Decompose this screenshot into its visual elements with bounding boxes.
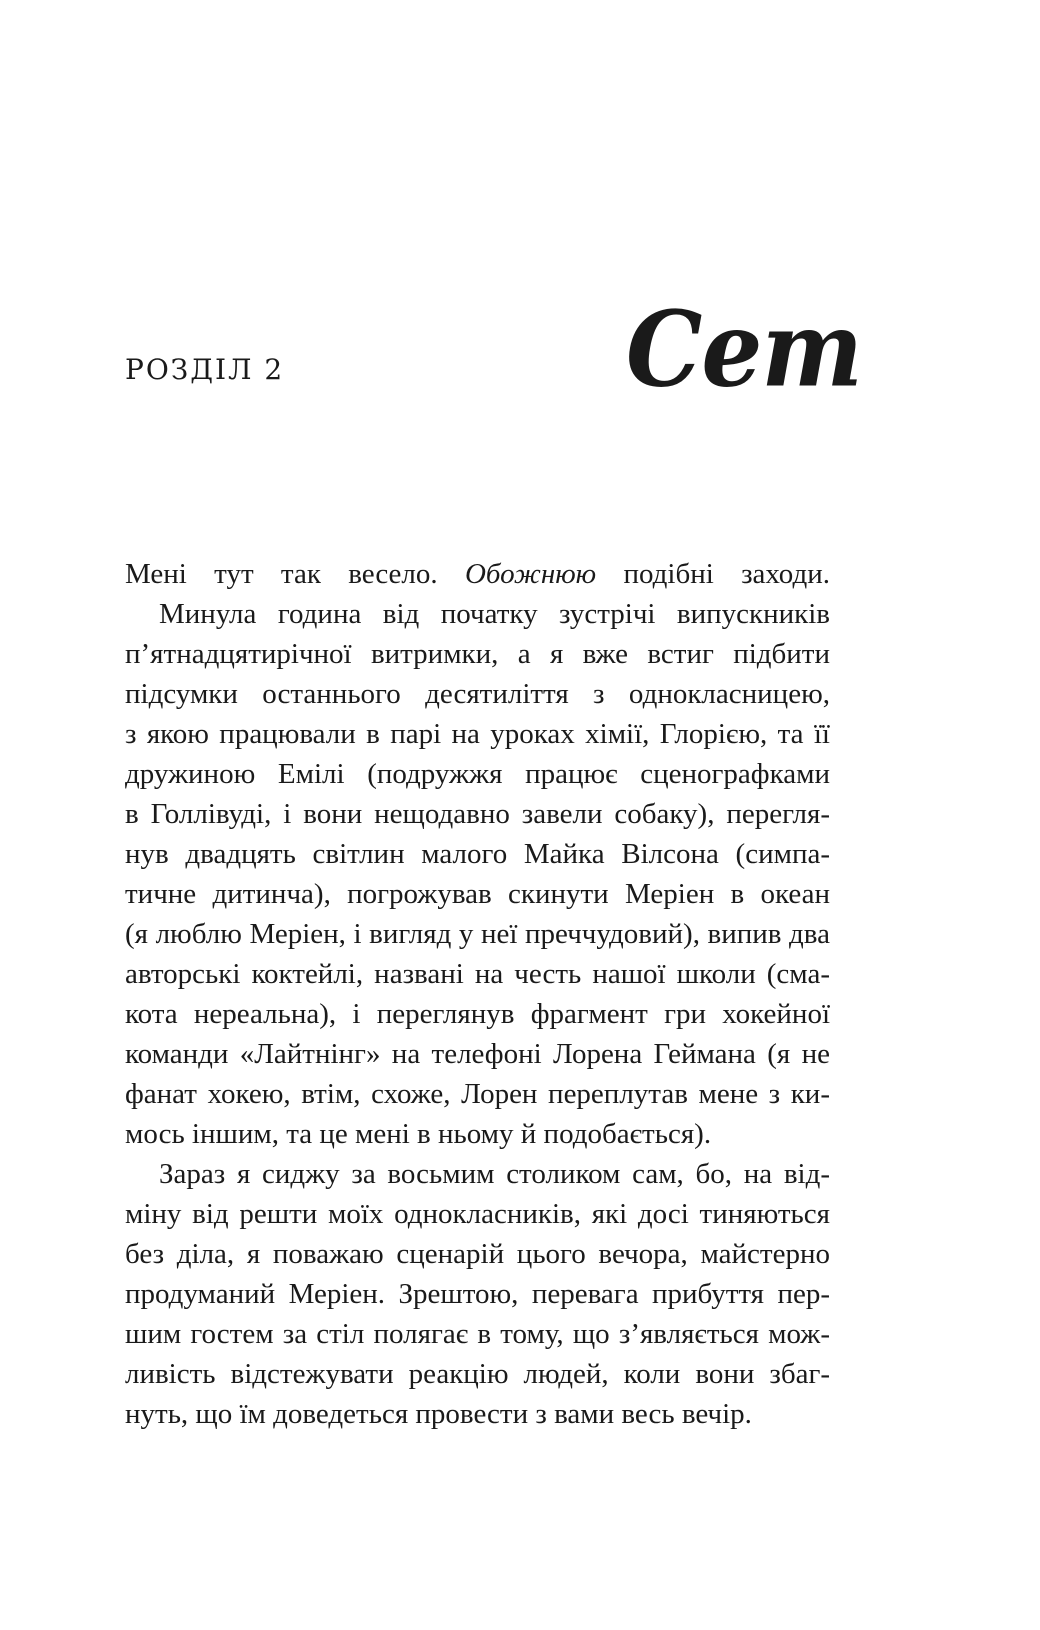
body-line: з якою працювали в парі на уроках хімії, Глорією, та її xyxy=(125,718,830,750)
body-line: тичне дитинча), погрожував скинути Меріен в океан xyxy=(125,878,830,910)
body-text xyxy=(125,554,830,1434)
body-line: фанат хокею, втім, схоже, Лорен переплутав мене з ки- xyxy=(125,1078,830,1110)
chapter-title: Сет xyxy=(625,288,862,411)
body-line: в Голлівуді, і вони нещодавно завели собаку), перегля- xyxy=(125,798,830,830)
body-line: нув двадцять світлин малого Майка Вілсона (симпа- xyxy=(125,838,830,870)
body-line-1-start: Мені тут так весело. xyxy=(125,558,465,590)
body-line: п’ятнадцятирічної витримки, а я вже встиг підбити xyxy=(125,638,830,670)
body-line: мось іншим, та це мені в ньому й подобається). xyxy=(125,1118,712,1150)
body-line: Зараз я сиджу за восьмим столиком сам, бо, на від- xyxy=(159,1158,830,1190)
body-line: команди «Лайтнінг» на телефоні Лорена Геймана (я не xyxy=(125,1038,830,1070)
body-line: авторські коктейлі, названі на честь нашої школи (сма- xyxy=(125,958,830,990)
body-line: шим гостем за стіл полягає в тому, що з’являється мож- xyxy=(125,1318,830,1350)
body-line: без діла, я поважаю сценарій цього вечора, майстерно xyxy=(125,1238,830,1270)
body-line: дружиною Емілі (подружжя працює сценографками xyxy=(125,758,830,790)
body-line: (я люблю Меріен, і вигляд у неї преччудовий), випив два xyxy=(125,918,830,950)
body-line-1-end: подібні заходи. xyxy=(596,558,830,590)
body-line: міну від решти моїх однокласників, які досі тиняються xyxy=(125,1198,830,1230)
body-line: ливість відстежувати реакцію людей, коли вони збаг- xyxy=(125,1358,830,1390)
body-line: продуманий Меріен. Зрештою, перевага прибуття пер- xyxy=(125,1278,830,1310)
body-line: кота нереальна), і переглянув фрагмент гри хокейної xyxy=(125,998,830,1030)
body-line: підсумки останнього десятиліття з однокласницею, xyxy=(125,678,830,710)
body-line: Минула година від початку зустрічі випускників xyxy=(159,598,830,630)
body-line-1-emphasis: Обожнюю xyxy=(464,558,597,590)
body-line: нуть, що їм доведеться провести з вами весь вечір. xyxy=(125,1398,752,1430)
body-line-1 xyxy=(125,554,830,594)
chapter-label: РОЗДІЛ 2 xyxy=(125,353,285,386)
